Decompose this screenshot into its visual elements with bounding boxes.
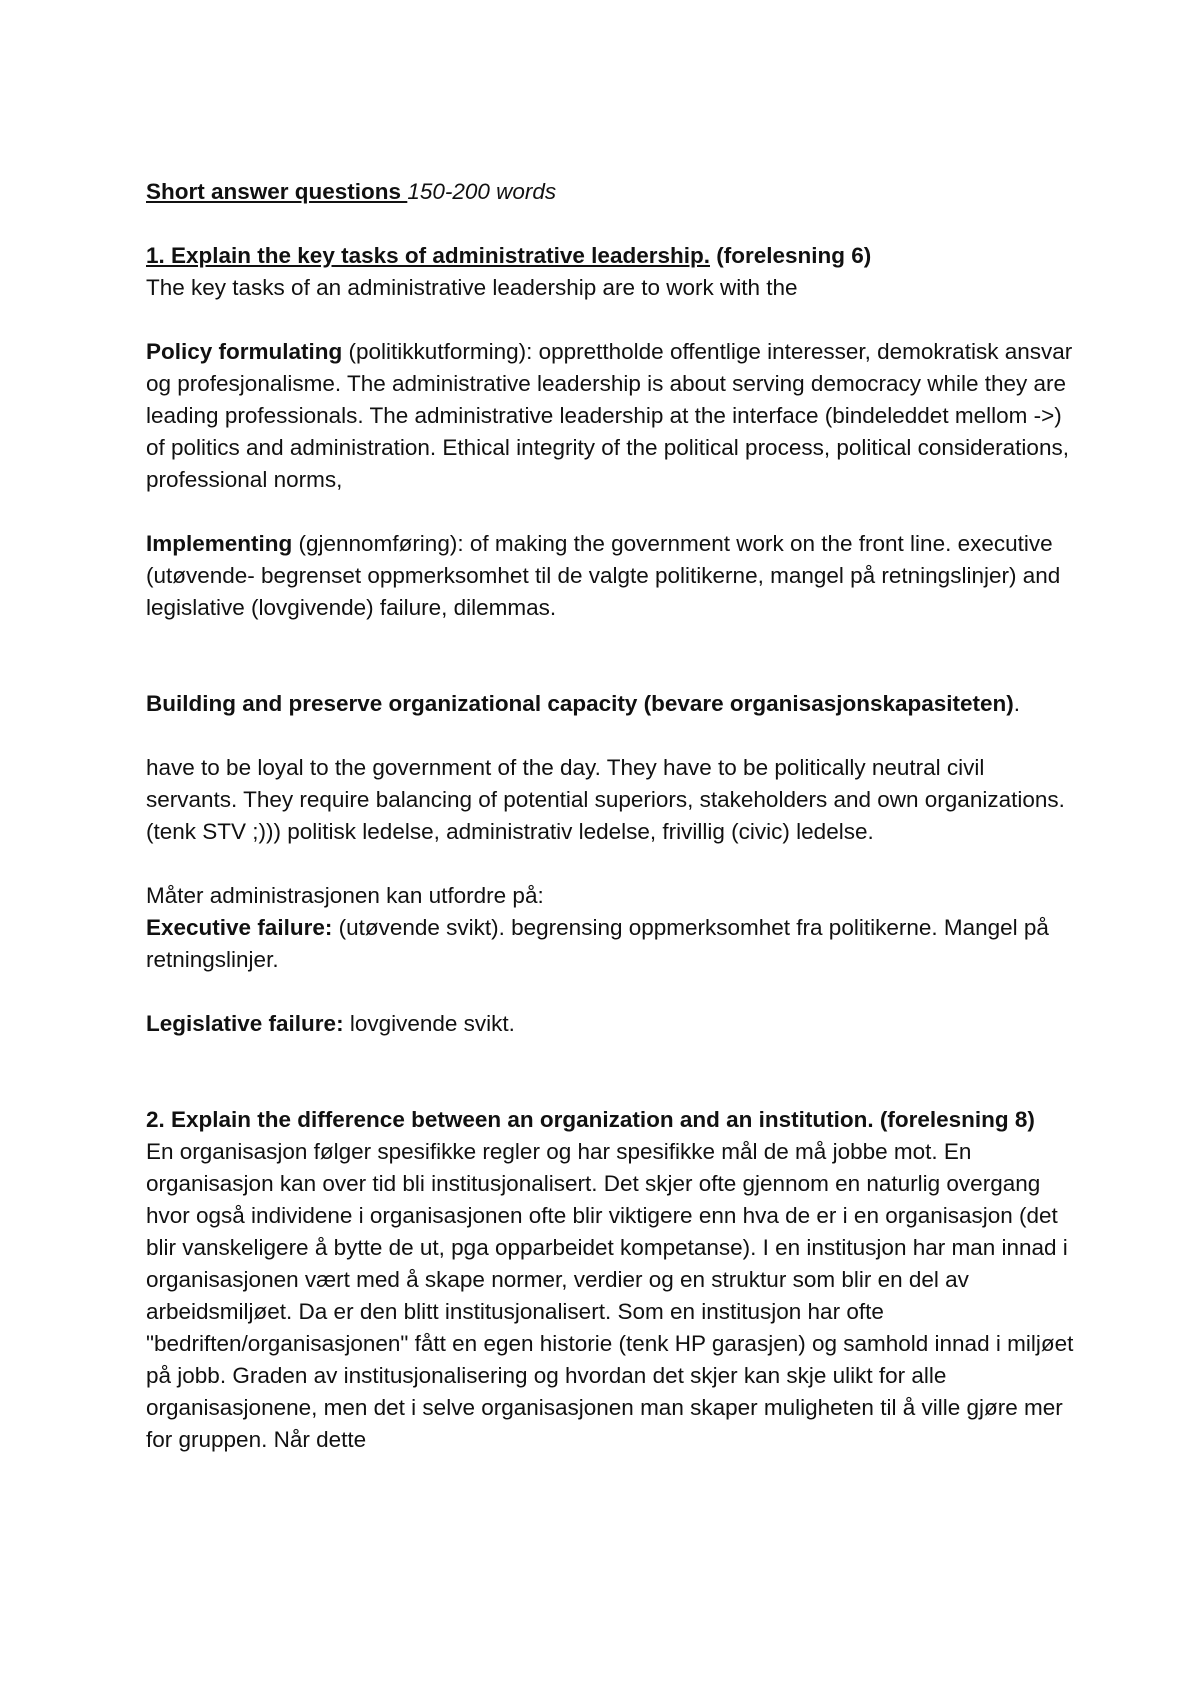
legislative-failure-term: Legislative failure: xyxy=(146,1011,344,1036)
capacity-term: Building and preserve organizational capacity (bevare organisasjonskapasiteten) xyxy=(146,691,1014,716)
question-1-text: 1. Explain the key tasks of administrative leadership. xyxy=(146,243,710,268)
legislative-failure-text: lovgivende svikt. xyxy=(343,1011,515,1036)
loyalty-paragraph: have to be loyal to the government of the day. They have to be politically neutral civil servants. They require balancing of potential superiors, stakeholders and own organizations. (tenk STV ;))) politisk ledelse, administrativ ledelse, frivillig (civic) ledelse. xyxy=(146,755,1065,844)
implementing-paragraph xyxy=(146,528,1076,624)
executive-failure-paragraph xyxy=(146,912,1076,976)
policy-formulating-text: (politikkutforming): opprettholde offentlige interesser, demokratisk ansvar og profesjonalisme. The administrative leadership is about serving democracy while they are leading professionals. The administrative leadership at the interface (bindeleddet mellom ->) of politics and administration. Ethical integrity of the political process, political considerations, professional norms, xyxy=(146,339,1073,492)
challenge-intro: Måter administrasjonen kan utfordre på: xyxy=(146,883,544,908)
document-page xyxy=(146,176,1076,1456)
policy-formulating-paragraph xyxy=(146,336,1076,496)
legislative-failure-paragraph xyxy=(146,1008,1076,1040)
heading-title: Short answer questions xyxy=(146,179,408,204)
document-heading xyxy=(146,176,1076,208)
implementing-text: (gjennomføring): of making the government work on the front line. executive (utøvende- begrenset oppmerksomhet til de valgte politikerne, mangel på retningslinjer) and legislative (lovgivende) failure, dilemmas. xyxy=(146,531,1061,620)
question-2-title: 2. Explain the difference between an organization and an institution. (forelesning 8) xyxy=(146,1107,1035,1132)
question-1-reference: (forelesning 6) xyxy=(709,243,872,268)
capacity-heading xyxy=(146,688,1076,720)
capacity-suffix: . xyxy=(1013,691,1021,716)
heading-word-count: 150-200 words xyxy=(407,179,557,204)
question-1-title xyxy=(146,240,1076,272)
implementing-term: Implementing xyxy=(146,531,293,556)
question-1-intro: The key tasks of an administrative leadership are to work with the xyxy=(146,275,798,300)
executive-failure-text: (utøvende svikt). begrensing oppmerksomhet fra politikerne. Mangel på retningslinjer. xyxy=(146,915,1049,972)
question-2-body: En organisasjon følger spesifikke regler og har spesifikke mål de må jobbe mot. En organisasjon kan over tid bli institusjonalisert. Det skjer ofte gjennom en naturlig overgang hvor også individene i organisasjonen ofte blir viktigere enn hva de er i en organisasjon (det blir vanskeligere å bytte de ut, pga opparbeidet kompetanse). I en institusjon har man innad i organisasjonen vært med å skape normer, verdier og en struktur som blir en del av arbeidsmiljøet. Da er den blitt institusjonalisert. Som en institusjon har ofte "bedriften/organisasjonen" fått en egen historie (tenk HP garasjen) og samhold innad i miljøet på jobb. Graden av institusjonalisering og hvordan det skjer kan skje ulikt for alle organisasjonene, men det i selve organisasjonen man skaper muligheten til å ville gjøre mer for gruppen. Når dette xyxy=(146,1139,1074,1452)
policy-formulating-term: Policy formulating xyxy=(146,339,343,364)
executive-failure-term: Executive failure: xyxy=(146,915,333,940)
